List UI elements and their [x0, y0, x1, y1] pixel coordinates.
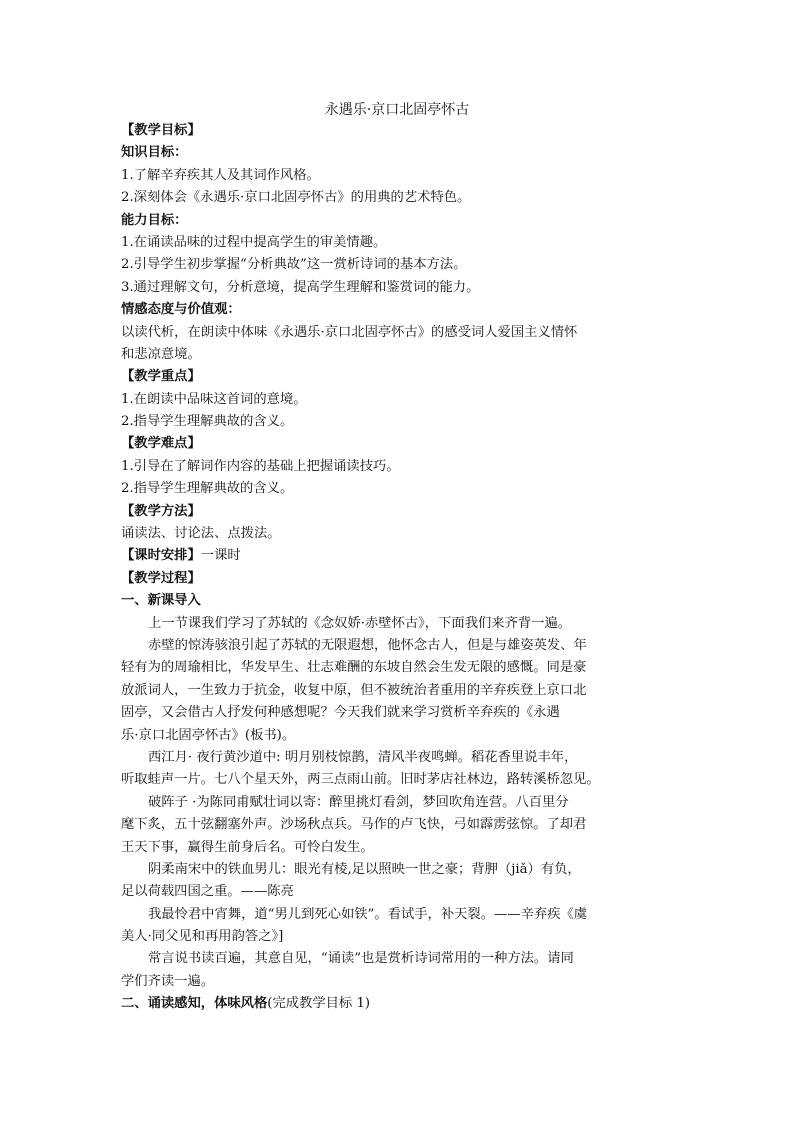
text-line [121, 881, 673, 903]
line-text: 1.引导在了解词作内容的基础上把握诵读技巧。 [121, 458, 400, 474]
line-text: 美人·同父见和再用韵答之》] [121, 929, 284, 945]
section-heading [121, 545, 673, 567]
text-line [121, 277, 673, 299]
section-heading [121, 590, 673, 612]
line-text: 阴柔南宋中的铁血男儿：眼光有棱,足以照映一世之豪；背胛（jiǎ）有负， [148, 861, 581, 877]
line-text: 1.了解辛弃疾其人及其词作风格。 [121, 167, 320, 183]
text-line [121, 725, 673, 747]
page-title: 永遇乐·京口北固亭怀古 [324, 102, 470, 118]
line-text: 2.指导学生理解典故的含义。 [121, 414, 294, 430]
text-line [121, 344, 673, 366]
heading-text: 【教学目标】 [121, 123, 201, 138]
heading-text: 二、诵读感知，体味风格 [121, 996, 268, 1012]
line-text: 2.引导学生初步掌握“分析典故”这一赏析诗词的基本方法。 [121, 257, 467, 273]
line-text: 足以荷载四国之重。——陈亮 [121, 884, 294, 900]
heading-text: 【课时安排】 [121, 548, 201, 564]
line-text: 和悲凉意境。 [121, 346, 201, 362]
heading-text: 【教学方法】 [121, 503, 201, 519]
text-line [121, 926, 673, 948]
heading-text: 【教学重点】 [121, 369, 201, 385]
text-line [121, 814, 673, 836]
section-heading [121, 120, 673, 142]
text-line [121, 411, 673, 433]
section-heading [121, 568, 673, 590]
heading-suffix: (完成教学目标 1) [267, 996, 371, 1012]
line-text: 王天下事，赢得生前身后名。可怜白发生。 [121, 839, 374, 855]
text-line [121, 747, 673, 769]
text-line [121, 769, 673, 791]
line-text: 赤壁的惊涛骇浪引起了苏轼的无限遐想，他怀念古人，但是与雄姿英发、年 [148, 637, 587, 653]
text-line [121, 322, 673, 344]
text-line [121, 702, 673, 724]
heading-text: 能力目标： [121, 212, 188, 228]
heading-text: 【教学过程】 [121, 570, 201, 586]
text-line [121, 389, 673, 411]
section-heading [121, 142, 673, 164]
heading-text: 知识目标： [121, 145, 188, 161]
line-text: 破阵子 ·为陈同甫赋壮词以寄：醉里挑灯看剑，梦回吹角连营。八百里分 [148, 794, 569, 810]
text-line [121, 613, 673, 635]
line-text: 西江月· 夜行黄沙道中: 明月别枝惊鹊，清风半夜鸣蝉。稻花香里说丰年， [148, 749, 578, 765]
text-line [121, 680, 673, 702]
text-line [121, 165, 673, 187]
text-line [121, 523, 673, 545]
line-text: 上一节课我们学习了苏轼的《念奴娇·赤壁怀古》，下面我们来齐背一遍。 [148, 615, 572, 631]
line-text: 听取蛙声一片。七八个星天外，两三点雨山前。旧时茅店社林边，路转溪桥忽见。 [121, 772, 600, 788]
line-text: 2.深刻体会《永遇乐·京口北固亭怀古》的用典的艺术特色。 [121, 190, 471, 206]
heading-suffix: 一课时 [200, 548, 241, 564]
line-text: 固亭，又会借古人抒发何种感想呢？今天我们就来学习赏析辛弃疾的《永遇 [121, 705, 560, 721]
line-text: 以读代析，在朗读中体味《永遇乐·京口北固亭怀古》的感受词人爱国主义情怀 [121, 324, 578, 340]
line-text: 1.在诵读品味的过程中提高学生的审美情趣。 [121, 234, 387, 250]
line-text: 我最怜君中宵舞，道“男儿到死心如铁”。看试手，补天裂。——辛弃疾《虞 [148, 906, 588, 922]
text-line [121, 948, 673, 970]
text-line [121, 904, 673, 926]
text-line [121, 971, 673, 993]
section-heading [121, 210, 673, 232]
text-line [121, 456, 673, 478]
section-heading [121, 501, 673, 523]
line-text: 诵读法、讨论法、点拨法。 [121, 526, 281, 542]
text-line [121, 859, 673, 881]
line-text: 麾下炙，五十弦翻塞外声。沙场秋点兵。马作的卢飞快，弓如霹雳弦惊。了却君 [121, 817, 587, 833]
text-line [121, 837, 673, 859]
line-text: 学们齐读一遍。 [121, 973, 215, 989]
heading-text: 一、新课导入 [121, 593, 201, 609]
text-line [121, 635, 673, 657]
line-text: 乐·京口北固亭怀古》(板书)。 [121, 727, 296, 743]
line-text: 1.在朗读中品味这首词的意境。 [121, 391, 307, 407]
section-heading [121, 299, 673, 321]
text-line [121, 478, 673, 500]
heading-text: 【教学难点】 [121, 436, 201, 452]
line-text: 放派词人，一生致力于抗金，收复中原，但不被统治者重用的辛弃疾登上京口北 [121, 682, 587, 698]
text-line [121, 792, 673, 814]
line-text: 2.指导学生理解典故的含义。 [121, 481, 294, 497]
line-text: 常言说书读百遍，其意自见，“诵读”也是赏析诗词常用的一种方法。请同 [148, 951, 574, 967]
text-line [121, 254, 673, 276]
text-line [121, 232, 673, 254]
line-text: 3.通过理解文句，分析意境，提高学生理解和鉴赏词的能力。 [121, 279, 480, 295]
lesson-plan-body [121, 120, 673, 1016]
heading-text: 情感态度与价值观： [121, 302, 241, 318]
line-text: 轻有为的周瑜相比，华发早生、壮志难酬的东坡自然会生发无限的感慨。同是豪 [121, 660, 587, 676]
section-heading [121, 433, 673, 455]
section-heading [121, 993, 673, 1015]
text-line [121, 187, 673, 209]
section-heading [121, 366, 673, 388]
text-line [121, 657, 673, 679]
